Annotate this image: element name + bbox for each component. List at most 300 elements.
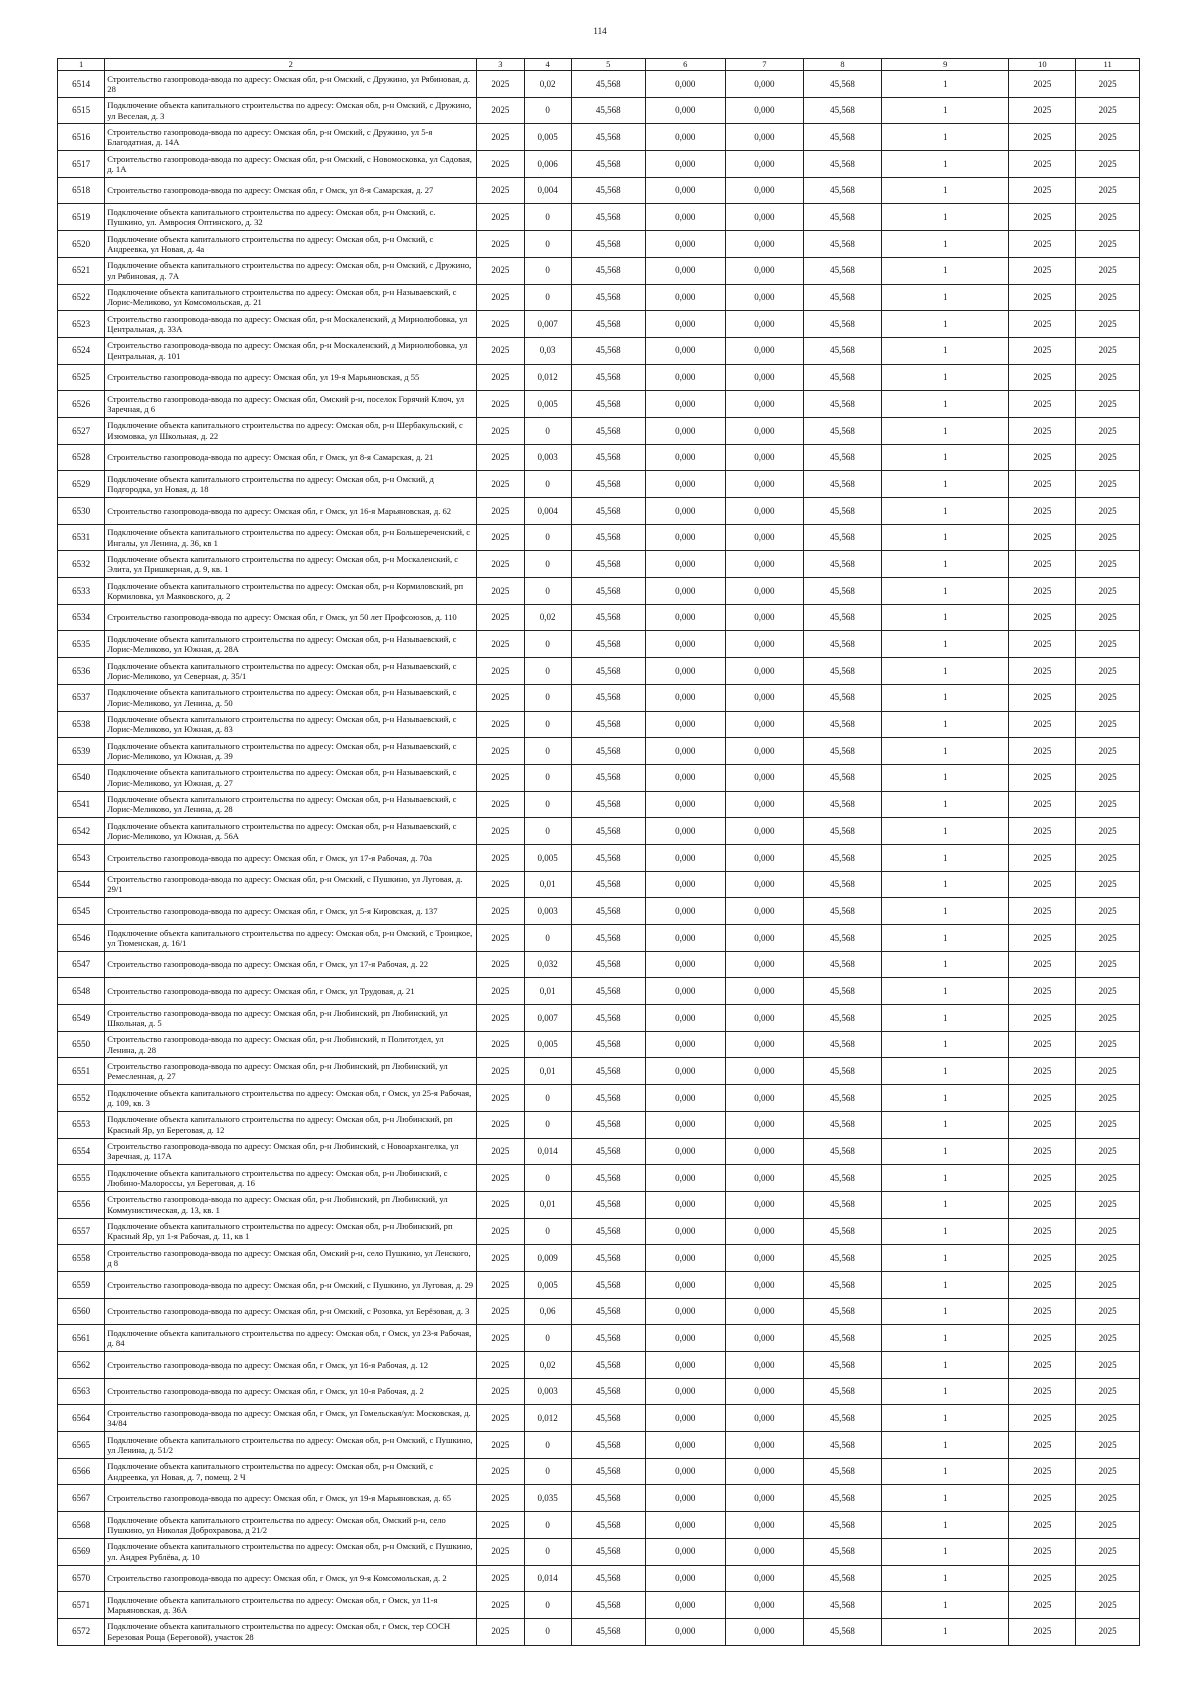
object-name-cell: Подключение объекта капитального строительства по адресу: Омская обл, р-н Омский, с Дружино, ул Веселая, д. 3: [105, 97, 477, 124]
value-cell: 2025: [1009, 1432, 1076, 1459]
value-cell: 2025: [477, 1592, 524, 1619]
value-cell: 2025: [1009, 284, 1076, 311]
value-cell: 2025: [1009, 1352, 1076, 1379]
value-cell: 2025: [1009, 1405, 1076, 1432]
value-cell: 2025: [1076, 764, 1140, 791]
value-cell: 2025: [477, 844, 524, 871]
table-row: [58, 1085, 1140, 1112]
value-cell: 45,568: [571, 711, 645, 738]
value-cell: 2025: [477, 524, 524, 551]
object-name-cell: Подключение объекта капитального строительства по адресу: Омская обл, р-н Любинский, рп Красный Яр, ул 1-я Рабочая, д. 11, кв 1: [105, 1218, 477, 1245]
object-name-cell: Подключение объекта капитального строительства по адресу: Омская обл, р-н Называевский, с Лорис-Меликово, ул Южная, д. 27: [105, 764, 477, 791]
value-cell: 0,000: [725, 1512, 803, 1539]
value-cell: 2025: [1009, 818, 1076, 845]
value-cell: 0,000: [645, 311, 725, 338]
table-row: [58, 391, 1140, 418]
table-row: [58, 1271, 1140, 1298]
value-cell: 0: [524, 631, 571, 658]
value-cell: 2025: [1076, 1031, 1140, 1058]
value-cell: 1: [882, 1325, 1009, 1352]
value-cell: 0: [524, 738, 571, 765]
value-cell: 45,568: [571, 337, 645, 364]
value-cell: 45,568: [571, 1058, 645, 1085]
value-cell: 0,000: [645, 1538, 725, 1565]
object-name-cell: Строительство газопровода-ввода по адресу: Омская обл, р-н Омский, с Розовка, ул Берёзовая, д. 3: [105, 1298, 477, 1325]
value-cell: 45,568: [803, 1565, 881, 1592]
value-cell: 1: [882, 1058, 1009, 1085]
value-cell: 0,000: [645, 791, 725, 818]
value-cell: 0: [524, 1432, 571, 1459]
value-cell: 2025: [1009, 631, 1076, 658]
value-cell: 45,568: [571, 1325, 645, 1352]
value-cell: 0,000: [725, 871, 803, 898]
value-cell: 1: [882, 1111, 1009, 1138]
value-cell: 0,000: [725, 578, 803, 605]
row-number-cell: 6532: [58, 551, 105, 578]
value-cell: 2025: [477, 1352, 524, 1379]
object-name-cell: Подключение объекта капитального строительства по адресу: Омская обл, р-н Кормиловский, рп Кормиловка, ул Маяковского, д. 2: [105, 578, 477, 605]
object-name-cell: Строительство газопровода-ввода по адресу: Омская обл, р-н Любинский, рп Любинский, ул Школьная, д. 5: [105, 1005, 477, 1032]
object-name-cell: Подключение объекта капитального строительства по адресу: Омская обл, г Омск, тер СОСН Березовая Роща (Береговой), участок 28: [105, 1618, 477, 1645]
value-cell: 0,035: [524, 1485, 571, 1512]
value-cell: 2025: [477, 1512, 524, 1539]
object-name-cell: Подключение объекта капитального строительства по адресу: Омская обл, р-н Называевский, с Лорис-Меликово, ул Ленина, д. 28: [105, 791, 477, 818]
object-name-cell: Строительство газопровода-ввода по адресу: Омская обл, р-н Любинский, рп Любинский, ул Ремесленная, д. 27: [105, 1058, 477, 1085]
value-cell: 45,568: [571, 1005, 645, 1032]
value-cell: 0,000: [645, 818, 725, 845]
value-cell: 1: [882, 124, 1009, 151]
value-cell: 2025: [477, 444, 524, 471]
value-cell: 1: [882, 791, 1009, 818]
object-name-cell: Строительство газопровода-ввода по адресу: Омская обл, г Омск, ул 16-я Марьяновская, д. 62: [105, 498, 477, 525]
value-cell: 2025: [1076, 1165, 1140, 1192]
value-cell: 2025: [477, 177, 524, 204]
value-cell: 0,000: [725, 124, 803, 151]
object-name-cell: Строительство газопровода-ввода по адресу: Омская обл, р-н Любинский, п Политотдел, ул Ленина, д. 28: [105, 1031, 477, 1058]
value-cell: 2025: [1076, 471, 1140, 498]
table-row: [58, 818, 1140, 845]
value-cell: 1: [882, 898, 1009, 925]
value-cell: 45,568: [803, 417, 881, 444]
value-cell: 0,000: [725, 604, 803, 631]
value-cell: 2025: [1076, 844, 1140, 871]
row-number-cell: 6533: [58, 578, 105, 605]
table-row: [58, 551, 1140, 578]
value-cell: 1: [882, 684, 1009, 711]
table-row: [58, 1485, 1140, 1512]
value-cell: 2025: [1076, 1191, 1140, 1218]
row-number-cell: 6543: [58, 844, 105, 871]
object-name-cell: Подключение объекта капитального строительства по адресу: Омская обл, р-н Омский, с Андреевка, ул Новая, д. 7, помещ. 2 Ч: [105, 1458, 477, 1485]
value-cell: 0,000: [725, 97, 803, 124]
row-number-cell: 6521: [58, 257, 105, 284]
value-cell: 45,568: [803, 364, 881, 391]
value-cell: 45,568: [571, 1458, 645, 1485]
value-cell: 45,568: [803, 791, 881, 818]
value-cell: 45,568: [803, 711, 881, 738]
value-cell: 45,568: [803, 1538, 881, 1565]
value-cell: 1: [882, 257, 1009, 284]
value-cell: 2025: [477, 818, 524, 845]
object-name-cell: Подключение объекта капитального строительства по адресу: Омская обл, р-н Омский, с Андреевка, ул Новая, д. 4а: [105, 231, 477, 258]
value-cell: 2025: [477, 284, 524, 311]
value-cell: 2025: [1009, 1058, 1076, 1085]
column-number-cell: 2: [105, 59, 477, 71]
value-cell: 45,568: [803, 71, 881, 98]
value-cell: 1: [882, 391, 1009, 418]
value-cell: 0,000: [725, 898, 803, 925]
table-row: [58, 471, 1140, 498]
value-cell: 0: [524, 1085, 571, 1112]
value-cell: 0,003: [524, 898, 571, 925]
value-cell: 0: [524, 791, 571, 818]
value-cell: 45,568: [803, 204, 881, 231]
value-cell: 2025: [1076, 1352, 1140, 1379]
value-cell: 2025: [1076, 818, 1140, 845]
row-number-cell: 6549: [58, 1005, 105, 1032]
row-number-cell: 6525: [58, 364, 105, 391]
value-cell: 0,000: [725, 1271, 803, 1298]
value-cell: 2025: [477, 1618, 524, 1645]
object-name-cell: Подключение объекта капитального строительства по адресу: Омская обл, Омский р-н, село Пушкино, ул Николая Доброхравова, д 21/2: [105, 1512, 477, 1539]
value-cell: 45,568: [571, 551, 645, 578]
table-row: [58, 124, 1140, 151]
value-cell: 0,000: [725, 311, 803, 338]
value-cell: 0,000: [725, 791, 803, 818]
value-cell: 2025: [477, 1191, 524, 1218]
row-number-cell: 6567: [58, 1485, 105, 1512]
row-number-cell: 6560: [58, 1298, 105, 1325]
value-cell: 45,568: [571, 97, 645, 124]
value-cell: 2025: [1009, 71, 1076, 98]
value-cell: 0,000: [645, 1512, 725, 1539]
value-cell: 0,000: [645, 97, 725, 124]
value-cell: 2025: [1009, 1458, 1076, 1485]
value-cell: 2025: [1076, 898, 1140, 925]
value-cell: 0,007: [524, 1005, 571, 1032]
value-cell: 45,568: [803, 257, 881, 284]
row-number-cell: 6555: [58, 1165, 105, 1192]
value-cell: 45,568: [571, 604, 645, 631]
value-cell: 2025: [1076, 1271, 1140, 1298]
value-cell: 1: [882, 631, 1009, 658]
value-cell: 2025: [477, 711, 524, 738]
value-cell: 2025: [1076, 1512, 1140, 1539]
value-cell: 2025: [1009, 1485, 1076, 1512]
value-cell: 0,000: [725, 978, 803, 1005]
row-number-cell: 6571: [58, 1592, 105, 1619]
value-cell: 2025: [477, 417, 524, 444]
value-cell: 0,01: [524, 1191, 571, 1218]
table-row: [58, 658, 1140, 685]
value-cell: 2025: [1076, 311, 1140, 338]
value-cell: 2025: [1009, 604, 1076, 631]
row-number-cell: 6523: [58, 311, 105, 338]
row-number-cell: 6535: [58, 631, 105, 658]
value-cell: 0: [524, 257, 571, 284]
value-cell: 0: [524, 1218, 571, 1245]
value-cell: 2025: [1076, 124, 1140, 151]
value-cell: 0,000: [645, 1058, 725, 1085]
value-cell: 45,568: [571, 738, 645, 765]
object-name-cell: Строительство газопровода-ввода по адресу: Омская обл, р-н Москаленский, д Мирнолюбовка, ул Центральная, д. 33А: [105, 311, 477, 338]
value-cell: 0: [524, 578, 571, 605]
value-cell: 2025: [477, 1111, 524, 1138]
value-cell: 45,568: [803, 1111, 881, 1138]
value-cell: 2025: [477, 658, 524, 685]
value-cell: 2025: [477, 1138, 524, 1165]
value-cell: 0,000: [645, 177, 725, 204]
value-cell: 2025: [477, 578, 524, 605]
value-cell: 2025: [1076, 1565, 1140, 1592]
value-cell: 45,568: [803, 951, 881, 978]
value-cell: 2025: [1076, 284, 1140, 311]
value-cell: 0,000: [725, 764, 803, 791]
value-cell: 1: [882, 1031, 1009, 1058]
value-cell: 0,000: [645, 1458, 725, 1485]
value-cell: 2025: [1009, 391, 1076, 418]
row-number-cell: 6544: [58, 871, 105, 898]
value-cell: 2025: [1076, 551, 1140, 578]
value-cell: 45,568: [571, 1592, 645, 1619]
value-cell: 2025: [477, 871, 524, 898]
value-cell: 1: [882, 578, 1009, 605]
register-table: [57, 58, 1140, 1646]
value-cell: 45,568: [571, 818, 645, 845]
object-name-cell: Подключение объекта капитального строительства по адресу: Омская обл, р-н Называевский, с Лорис-Меликово, ул Комсомольская, д. 21: [105, 284, 477, 311]
object-name-cell: Подключение объекта капитального строительства по адресу: Омская обл, г Омск, ул 11-я Марьяновская, д. 36А: [105, 1592, 477, 1619]
value-cell: 1: [882, 1005, 1009, 1032]
table-row: [58, 578, 1140, 605]
value-cell: 45,568: [803, 151, 881, 178]
row-number-cell: 6516: [58, 124, 105, 151]
value-cell: 2025: [477, 1298, 524, 1325]
value-cell: 2025: [1076, 1058, 1140, 1085]
value-cell: 45,568: [571, 631, 645, 658]
value-cell: 45,568: [571, 71, 645, 98]
value-cell: 0: [524, 1512, 571, 1539]
value-cell: 0,000: [645, 1085, 725, 1112]
value-cell: 2025: [1009, 764, 1076, 791]
row-number-cell: 6552: [58, 1085, 105, 1112]
value-cell: 2025: [1009, 791, 1076, 818]
table-row: [58, 604, 1140, 631]
value-cell: 45,568: [571, 1405, 645, 1432]
table-row: [58, 444, 1140, 471]
value-cell: 0,000: [725, 1298, 803, 1325]
row-number-cell: 6572: [58, 1618, 105, 1645]
value-cell: 0,000: [645, 1565, 725, 1592]
table-row: [58, 71, 1140, 98]
value-cell: 1: [882, 1538, 1009, 1565]
row-number-cell: 6530: [58, 498, 105, 525]
value-cell: 2025: [1009, 578, 1076, 605]
value-cell: 2025: [477, 898, 524, 925]
object-name-cell: Подключение объекта капитального строительства по адресу: Омская обл, р-н Любинский, рп Красный Яр, ул Береговая, д. 12: [105, 1111, 477, 1138]
row-number-cell: 6540: [58, 764, 105, 791]
value-cell: 45,568: [571, 1138, 645, 1165]
value-cell: 1: [882, 1352, 1009, 1379]
table-row: [58, 871, 1140, 898]
value-cell: 45,568: [571, 284, 645, 311]
value-cell: 45,568: [571, 978, 645, 1005]
value-cell: 2025: [477, 1485, 524, 1512]
value-cell: 1: [882, 177, 1009, 204]
value-cell: 0,000: [725, 844, 803, 871]
value-cell: 1: [882, 231, 1009, 258]
value-cell: 2025: [1009, 1111, 1076, 1138]
value-cell: 45,568: [803, 391, 881, 418]
value-cell: 0,012: [524, 364, 571, 391]
value-cell: 2025: [477, 311, 524, 338]
value-cell: 0,000: [725, 1352, 803, 1379]
value-cell: 2025: [477, 951, 524, 978]
value-cell: 2025: [477, 1031, 524, 1058]
table-row: [58, 1512, 1140, 1539]
value-cell: 0,000: [645, 444, 725, 471]
value-cell: 1: [882, 551, 1009, 578]
row-number-cell: 6559: [58, 1271, 105, 1298]
row-number-cell: 6539: [58, 738, 105, 765]
value-cell: 45,568: [571, 1165, 645, 1192]
value-cell: 0: [524, 1538, 571, 1565]
column-number-cell: 3: [477, 59, 524, 71]
table-row: [58, 257, 1140, 284]
object-name-cell: Подключение объекта капитального строительства по адресу: Омская обл, г Омск, ул 25-я Рабочая, д. 109, кв. 3: [105, 1085, 477, 1112]
value-cell: 0,000: [725, 1538, 803, 1565]
object-name-cell: Строительство газопровода-ввода по адресу: Омская обл, р-н Омский, с Пушкино, ул Луговая, д. 29: [105, 1271, 477, 1298]
value-cell: 1: [882, 1592, 1009, 1619]
table-row: [58, 417, 1140, 444]
value-cell: 2025: [1076, 871, 1140, 898]
value-cell: 2025: [1009, 711, 1076, 738]
value-cell: 1: [882, 97, 1009, 124]
value-cell: 2025: [477, 498, 524, 525]
value-cell: 2025: [477, 231, 524, 258]
value-cell: 45,568: [803, 1405, 881, 1432]
value-cell: 2025: [1076, 524, 1140, 551]
value-cell: 0,007: [524, 311, 571, 338]
value-cell: 45,568: [803, 1298, 881, 1325]
value-cell: 1: [882, 871, 1009, 898]
table-row: [58, 231, 1140, 258]
value-cell: 45,568: [571, 1298, 645, 1325]
value-cell: 2025: [1076, 498, 1140, 525]
value-cell: 45,568: [803, 524, 881, 551]
value-cell: 45,568: [803, 898, 881, 925]
row-number-cell: 6519: [58, 204, 105, 231]
value-cell: 0,000: [725, 257, 803, 284]
value-cell: 0,000: [645, 1618, 725, 1645]
value-cell: 0,000: [645, 1298, 725, 1325]
value-cell: 2025: [1009, 1085, 1076, 1112]
value-cell: 0,01: [524, 1058, 571, 1085]
value-cell: 1: [882, 311, 1009, 338]
value-cell: 1: [882, 978, 1009, 1005]
value-cell: 2025: [1076, 444, 1140, 471]
value-cell: 45,568: [571, 231, 645, 258]
value-cell: 2025: [1076, 738, 1140, 765]
value-cell: 45,568: [571, 524, 645, 551]
value-cell: 0,000: [725, 1245, 803, 1272]
value-cell: 2025: [1009, 257, 1076, 284]
value-cell: 0,000: [645, 1325, 725, 1352]
value-cell: 0,000: [725, 925, 803, 952]
value-cell: 45,568: [571, 1432, 645, 1459]
value-cell: 0,000: [725, 1378, 803, 1405]
value-cell: 0: [524, 471, 571, 498]
value-cell: 0,000: [645, 337, 725, 364]
value-cell: 2025: [1009, 1618, 1076, 1645]
value-cell: 45,568: [571, 177, 645, 204]
value-cell: 45,568: [803, 1271, 881, 1298]
value-cell: 0,000: [645, 391, 725, 418]
value-cell: 1: [882, 1191, 1009, 1218]
row-number-cell: 6514: [58, 71, 105, 98]
object-name-cell: Строительство газопровода-ввода по адресу: Омская обл, р-н Москаленский, д Мирнолюбовка, ул Центральная, д. 101: [105, 337, 477, 364]
value-cell: 1: [882, 1165, 1009, 1192]
value-cell: 0,000: [645, 1378, 725, 1405]
value-cell: 1: [882, 925, 1009, 952]
value-cell: 1: [882, 498, 1009, 525]
value-cell: 2025: [477, 364, 524, 391]
value-cell: 45,568: [571, 124, 645, 151]
object-name-cell: Подключение объекта капитального строительства по адресу: Омская обл, р-н Называевский, с Лорис-Меликово, ул Южная, д. 39: [105, 738, 477, 765]
value-cell: 0,000: [645, 1432, 725, 1459]
value-cell: 45,568: [803, 1512, 881, 1539]
value-cell: 45,568: [571, 257, 645, 284]
column-number-cell: 9: [882, 59, 1009, 71]
value-cell: 1: [882, 1512, 1009, 1539]
value-cell: 2025: [477, 204, 524, 231]
object-name-cell: Подключение объекта капитального строительства по адресу: Омская обл, р-н Называевский, с Лорис-Меликово, ул Ленина, д. 50: [105, 684, 477, 711]
table-row: [58, 1245, 1140, 1272]
value-cell: 0,000: [645, 417, 725, 444]
value-cell: 0: [524, 524, 571, 551]
value-cell: 2025: [1076, 177, 1140, 204]
value-cell: 0,000: [725, 471, 803, 498]
value-cell: 2025: [477, 631, 524, 658]
value-cell: 0,000: [725, 1031, 803, 1058]
value-cell: 2025: [1009, 231, 1076, 258]
value-cell: 2025: [1076, 1298, 1140, 1325]
value-cell: 0,004: [524, 177, 571, 204]
value-cell: 0,012: [524, 1405, 571, 1432]
value-cell: 0,01: [524, 978, 571, 1005]
value-cell: 45,568: [803, 471, 881, 498]
row-number-cell: 6568: [58, 1512, 105, 1539]
value-cell: 1: [882, 1245, 1009, 1272]
value-cell: 2025: [1009, 1325, 1076, 1352]
table-row: [58, 1405, 1140, 1432]
value-cell: 45,568: [571, 764, 645, 791]
value-cell: 2025: [1076, 684, 1140, 711]
value-cell: 2025: [1076, 711, 1140, 738]
value-cell: 2025: [1076, 604, 1140, 631]
object-name-cell: Подключение объекта капитального строительства по адресу: Омская обл, р-н Омский, с Дружино, ул Рябиновая, д. 7А: [105, 257, 477, 284]
value-cell: 2025: [1009, 1245, 1076, 1272]
value-cell: 1: [882, 951, 1009, 978]
value-cell: 0,000: [645, 604, 725, 631]
value-cell: 2025: [1009, 1538, 1076, 1565]
object-name-cell: Строительство газопровода-ввода по адресу: Омская обл, г Омск, ул 10-я Рабочая, д. 2: [105, 1378, 477, 1405]
table-row: [58, 1378, 1140, 1405]
column-number-cell: 10: [1009, 59, 1076, 71]
value-cell: 2025: [477, 1325, 524, 1352]
value-cell: 2025: [1076, 71, 1140, 98]
value-cell: 2025: [1009, 124, 1076, 151]
row-number-cell: 6562: [58, 1352, 105, 1379]
